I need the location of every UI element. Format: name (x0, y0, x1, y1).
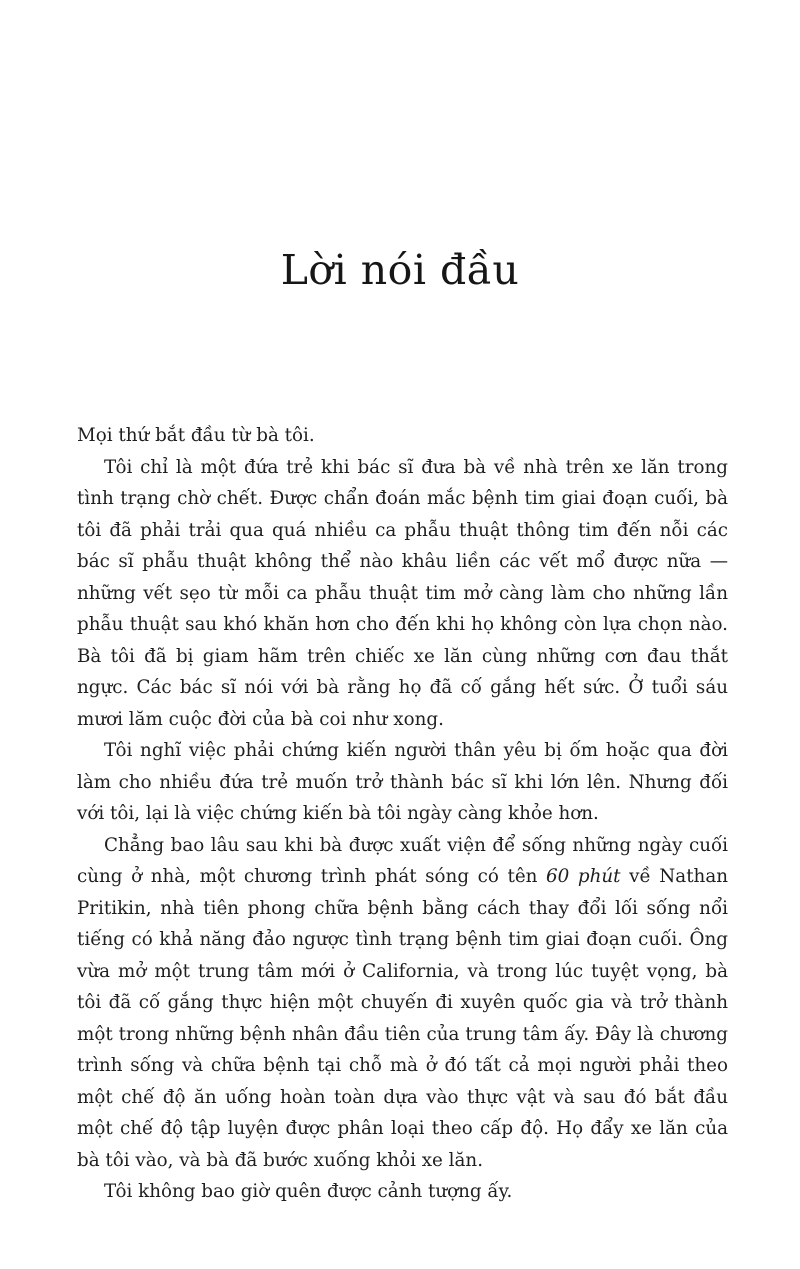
paragraph-2: Tôi chỉ là một đứa trẻ khi bác sĩ đưa bà về nhà trên xe lăn trong tình trạng chờ chết. Được chẩn đoán mắc bệnh tim giai đoạn cuối, bà tôi đã phải trải qua quá nhiều ca phẫu thuật thông tim đến nỗi các bác sĩ phẫu thuật không thể nào khâu liền các vết mổ được nữa — những vết sẹo từ mỗi ca phẫu thuật tim mở càng làm cho những lần phẫu thuật sau khó khăn hơn cho đến khi họ không còn lựa chọn nào. Bà tôi đã bị giam hãm trên chiếc xe lăn cùng những cơn đau thắt ngực. Các bác sĩ nói với bà rằng họ đã cố gắng hết sức. Ở tuổi sáu mươi lăm cuộc đời của bà coi như xong. (77, 456, 728, 730)
program-title-emphasis: 60 phút (546, 866, 621, 887)
paragraph-4 (77, 830, 728, 1177)
paragraph-4-after: về Nathan Pritikin, nhà tiên phong chữa bệnh bằng cách thay đổi lối sống nổi tiếng có khả năng đảo ngược tình trạng bệnh tim giai đoạn cuối. Ông vừa mở một trung tâm mới ở California, và trong lúc tuyệt vọng, bà tôi đã cố gắng thực hiện một chuyến đi xuyên quốc gia và trở thành một trong những bệnh nhân đầu tiên của trung tâm ấy. Đây là chương trình sống và chữa bệnh tại chỗ mà ở đó tất cả mọi người phải theo một chế độ ăn uống hoàn toàn dựa vào thực vật và sau đó bắt đầu một chế độ tập luyện được phân loại theo cấp độ. Họ đẩy xe lăn của bà tôi vào, và bà đã bước xuống khỏi xe lăn. (77, 866, 728, 1171)
paragraph-1: Mọi thứ bắt đầu từ bà tôi. (77, 425, 315, 446)
chapter-title: Lời nói đầu (280, 246, 520, 294)
paragraph-5: Tôi không bao giờ quên được cảnh tượng ấy. (104, 1181, 513, 1202)
body-text (77, 420, 728, 1208)
paragraph-3: Tôi nghĩ việc phải chứng kiến người thân yêu bị ốm hoặc qua đời làm cho nhiều đứa trẻ muốn trở thành bác sĩ khi lớn lên. Nhưng đối với tôi, lại là việc chứng kiến bà tôi ngày càng khỏe hơn. (77, 740, 728, 824)
paragraph-4-before: Chẳng bao lâu sau khi bà được xuất viện để sống những ngày cuối cùng ở nhà, một chương trình phát sóng có tên (77, 834, 728, 887)
